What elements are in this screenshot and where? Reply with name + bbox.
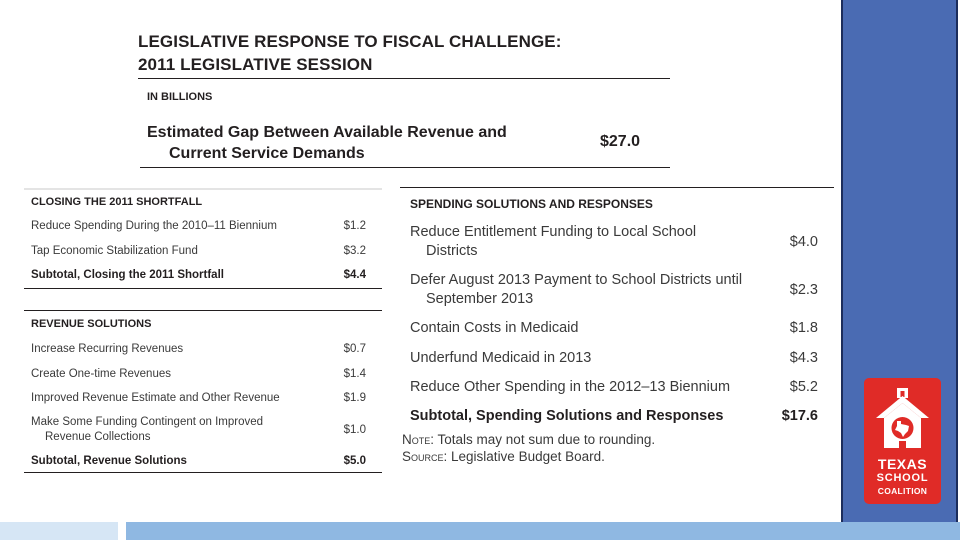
row-label — [24, 415, 316, 445]
subtotal-row — [24, 450, 382, 472]
gap-label — [147, 122, 577, 164]
report-title — [138, 30, 658, 76]
row-label: Reduce Spending During the 2010–11 Biennium — [31, 220, 277, 233]
row-label: Increase Recurring Revenues — [31, 343, 184, 356]
row-value: $1.9 — [343, 392, 366, 405]
row-label: Improved Revenue Estimate and Other Revenue — [31, 392, 280, 405]
row-value: $1.2 — [343, 220, 366, 233]
subtotal-label: Subtotal, Revenue Solutions — [31, 454, 187, 467]
table-row — [24, 362, 382, 387]
row-label: Contain Costs in Medicaid — [410, 320, 579, 336]
row-value: $3.2 — [343, 244, 366, 257]
texas-school-coalition-logo — [864, 378, 941, 504]
row-value: $1.0 — [343, 423, 366, 436]
subtotal-row — [400, 402, 834, 431]
row-label-line-1: Reduce Entitlement Funding to Local School — [410, 224, 697, 240]
table-row — [400, 314, 834, 343]
table-row — [400, 266, 834, 314]
note-label: Note: — [402, 432, 435, 447]
table-row — [24, 337, 382, 362]
table-row — [400, 343, 834, 373]
row-label: Tap Economic Stabilization Fund — [31, 244, 198, 257]
row-label-line-1: Make Some Funding Contingent on Improved — [31, 416, 264, 428]
row-label-line-2: Revenue Collections — [45, 431, 151, 443]
gap-label-line-1: Estimated Gap Between Available Revenue and — [147, 124, 507, 141]
table-row — [400, 218, 834, 266]
row-value: $1.8 — [789, 320, 818, 336]
footer-bar-left — [0, 522, 118, 540]
footer-bar-right — [126, 522, 960, 540]
note-text: Totals may not sum due to rounding. — [437, 432, 656, 447]
schoolhouse-icon — [872, 386, 933, 454]
subtotal-value: $5.0 — [343, 454, 366, 467]
table-bottom-rule — [24, 288, 382, 289]
source-text: Legislative Budget Board. — [451, 449, 605, 464]
units-label: IN BILLIONS — [147, 91, 213, 103]
title-line-1: LEGISLATIVE RESPONSE TO FISCAL CHALLENGE: — [138, 32, 562, 51]
subtotal-value: $4.4 — [343, 269, 366, 282]
closing-heading: CLOSING THE 2011 SHORTFALL — [31, 196, 203, 208]
row-label-line-2: September 2013 — [426, 291, 534, 307]
subtotal-label: Subtotal, Closing the 2011 Shortfall — [31, 269, 224, 282]
row-value: $4.0 — [789, 233, 818, 250]
closing-shortfall-table — [24, 188, 382, 289]
table-row — [24, 386, 382, 411]
revenue-solutions-table — [24, 310, 382, 473]
row-value: $4.3 — [789, 349, 818, 366]
row-label — [400, 271, 758, 309]
row-label-line-1: Defer August 2013 Payment to School Districts until — [410, 272, 743, 288]
row-label-line-2: Districts — [426, 243, 478, 259]
table-bottom-rule — [24, 472, 382, 473]
spending-solutions-table — [400, 187, 834, 465]
table-source — [400, 448, 834, 465]
table-row — [24, 411, 382, 450]
row-label: Create One-time Revenues — [31, 367, 171, 380]
row-value: $5.2 — [789, 379, 818, 395]
source-label: Source: — [402, 449, 448, 464]
row-value: $0.7 — [343, 343, 366, 356]
gap-divider — [140, 167, 670, 168]
table-row — [400, 373, 834, 402]
row-label — [400, 223, 758, 261]
subtotal-value: $17.6 — [781, 408, 818, 424]
row-label: Underfund Medicaid in 2013 — [410, 349, 592, 366]
logo-line-1: TEXAS — [877, 456, 928, 472]
row-value: $2.3 — [789, 281, 818, 298]
logo-line-2: SCHOOL — [876, 472, 929, 484]
subtotal-row — [24, 263, 382, 288]
gap-label-line-2: Current Service Demands — [169, 145, 365, 162]
revenue-heading: REVENUE SOLUTIONS — [31, 318, 152, 330]
table-row — [24, 214, 382, 239]
logo-line-3: COALITION — [877, 486, 928, 496]
table-row — [24, 239, 382, 264]
title-line-2: 2011 LEGISLATIVE SESSION — [138, 55, 373, 74]
title-divider — [138, 78, 670, 79]
row-value: $1.4 — [343, 367, 366, 380]
table-note — [400, 431, 834, 448]
gap-value: $27.0 — [600, 133, 641, 150]
subtotal-label: Subtotal, Spending Solutions and Responses — [410, 408, 724, 424]
spending-heading: SPENDING SOLUTIONS AND RESPONSES — [410, 197, 653, 211]
row-label: Reduce Other Spending in the 2012–13 Biennium — [410, 379, 731, 395]
